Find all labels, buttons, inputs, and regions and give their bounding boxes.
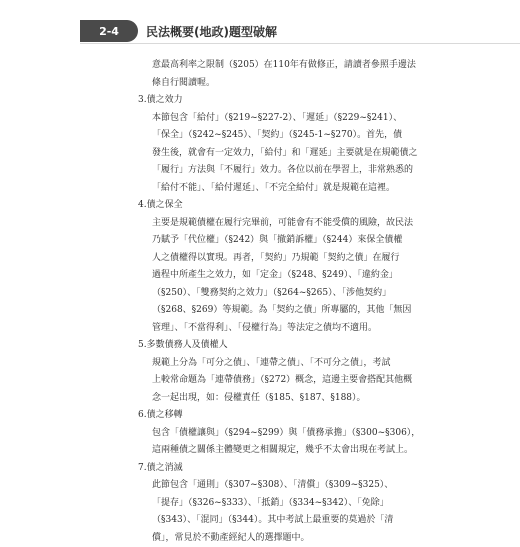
body-text-line: （§268、§269）等規範。為「契約之債」所專屬的，其他「無因 <box>152 302 400 320</box>
section-heading: 7.債之消滅 <box>138 460 400 478</box>
body-text-line: （§250）、「雙務契約之效力」（§264~§265）、「涉他契約」 <box>152 285 400 303</box>
section-heading: 3.債之效力 <box>138 92 400 110</box>
body-text-line: 主要是規範債權在履行完畢前，可能會有不能受償的風險，故民法 <box>152 215 400 233</box>
page-number-tab: 2-4 <box>80 20 138 42</box>
body-text-line: 「履行」方法與「不履行」效力。各位以前在學習上，非常熟悉的 <box>152 162 400 180</box>
body-text-line: 規範上分為「可分之債」、「連帶之債」、「不可分之債」，考試 <box>152 355 400 373</box>
page-header <box>80 19 520 43</box>
body-text-line: 人之債權得以實現。再者，「契約」乃規範「契約之債」在履行 <box>152 250 400 268</box>
section-heading: 4.債之保全 <box>138 197 400 215</box>
body-text-line: 此節包含「通則」（§307~§308）、「清償」（§309~§325）、 <box>152 477 400 495</box>
body-text-line: 「提存」（§326~§333）、「抵銷」（§334~§342）、「免除」 <box>152 495 400 513</box>
book-title: 民法概要(地政)題型破解 <box>146 23 277 40</box>
body-text-line: 本節包含「給付」（§219~§227-2）、「遲延」（§229~§241）、 <box>152 110 400 128</box>
body-text-line: 意最高利率之限制（§205）在110年有做修正，請讀者參照手邊法 <box>152 57 400 75</box>
body-text-line: 上較常命題為「連帶債務」（§272）概念，這邊主要會搭配其他概 <box>152 372 400 390</box>
section-heading: 6.債之移轉 <box>138 407 400 425</box>
body-text-line: 發生後，就會有一定效力，「給付」和「遲延」主要就是在規範債之 <box>152 145 400 163</box>
body-text-line: 「給付不能」、「給付遲延」、「不完全給付」就是規範在這裡。 <box>152 180 400 198</box>
body-text-line: 償」，常見於不動產經紀人的選擇題中。 <box>152 530 400 547</box>
body-text-line: （§343）、「混同」（§344）。其中考試上最重要的莫過於「清 <box>152 512 400 530</box>
body-text-line: 過程中所產生之效力，如「定金」（§248、§249）、「違約金」 <box>152 267 400 285</box>
body-text-line: 「保全」（§242~§245）、「契約」（§245-1~§270）。首先，債 <box>152 127 400 145</box>
body-text-line: 包含「債權讓與」（§294~§299）與「債務承擔」（§300~§306）， <box>152 425 400 443</box>
body-text-line: 管理」、「不當得利」、「侵權行為」等法定之債均不適用。 <box>152 320 400 338</box>
section-heading: 5.多數債務人及債權人 <box>138 337 400 355</box>
body-text-line: 這兩種債之關係主體變更之相關規定，幾乎不太會出現在考試上。 <box>152 442 400 460</box>
body-text-line: 乃賦予「代位權」（§242）與「撤銷訴權」（§244）來保全債權 <box>152 232 400 250</box>
body-text-line: 念一起出現，如：侵權責任（§185、§187、§188）。 <box>152 390 400 408</box>
header-rule <box>80 43 520 44</box>
body-text-line: 條自行閱讀喔。 <box>152 75 400 93</box>
page-body <box>140 57 400 547</box>
